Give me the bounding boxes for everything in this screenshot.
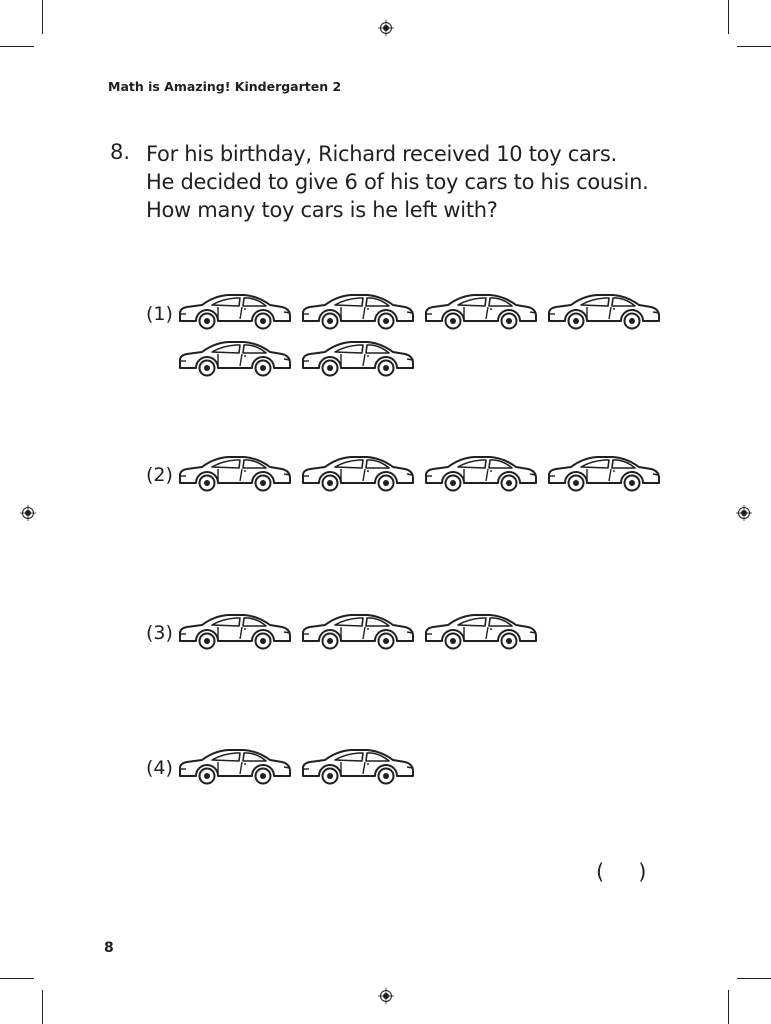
car-icon — [547, 454, 661, 492]
crop-mark — [728, 990, 729, 1024]
book-title-header: Math is Amazing! Kindergarten 2 — [108, 79, 342, 94]
car-icon — [178, 339, 292, 377]
question-line: He decided to give 6 of his toy cars to his cousin. — [146, 170, 649, 194]
question-text — [146, 140, 648, 224]
option-label-3: (3) — [146, 622, 173, 644]
option-label-4: (4) — [146, 757, 173, 779]
car-icon — [424, 612, 538, 650]
car-icon — [178, 612, 292, 650]
crop-mark — [0, 978, 34, 979]
question-number: 8. — [110, 140, 131, 164]
question-line: For his birthday, Richard received 10 toy cars. — [146, 142, 617, 166]
registration-mark-icon — [378, 20, 394, 36]
crop-mark — [42, 0, 43, 34]
car-icon — [424, 454, 538, 492]
question-line: How many toy cars is he left with? — [146, 198, 498, 222]
crop-mark — [737, 46, 771, 47]
registration-mark-icon — [736, 505, 752, 521]
car-icon — [178, 292, 292, 330]
car-icon — [301, 339, 415, 377]
crop-mark — [728, 0, 729, 34]
car-icon — [178, 454, 292, 492]
page-number: 8 — [104, 940, 114, 956]
answer-close-paren: ) — [638, 860, 647, 884]
car-icon — [178, 747, 292, 785]
car-icon — [424, 292, 538, 330]
crop-mark — [42, 990, 43, 1024]
crop-mark — [0, 46, 34, 47]
car-icon — [301, 747, 415, 785]
crop-mark — [737, 978, 771, 979]
car-icon — [301, 292, 415, 330]
car-icon — [301, 612, 415, 650]
car-icon — [301, 454, 415, 492]
answer-open-paren: ( — [596, 860, 605, 884]
car-icon — [547, 292, 661, 330]
registration-mark-icon — [20, 505, 36, 521]
option-label-2: (2) — [146, 464, 173, 486]
answer-blank[interactable] — [596, 860, 646, 884]
registration-mark-icon — [378, 988, 394, 1004]
option-label-1: (1) — [146, 303, 173, 325]
